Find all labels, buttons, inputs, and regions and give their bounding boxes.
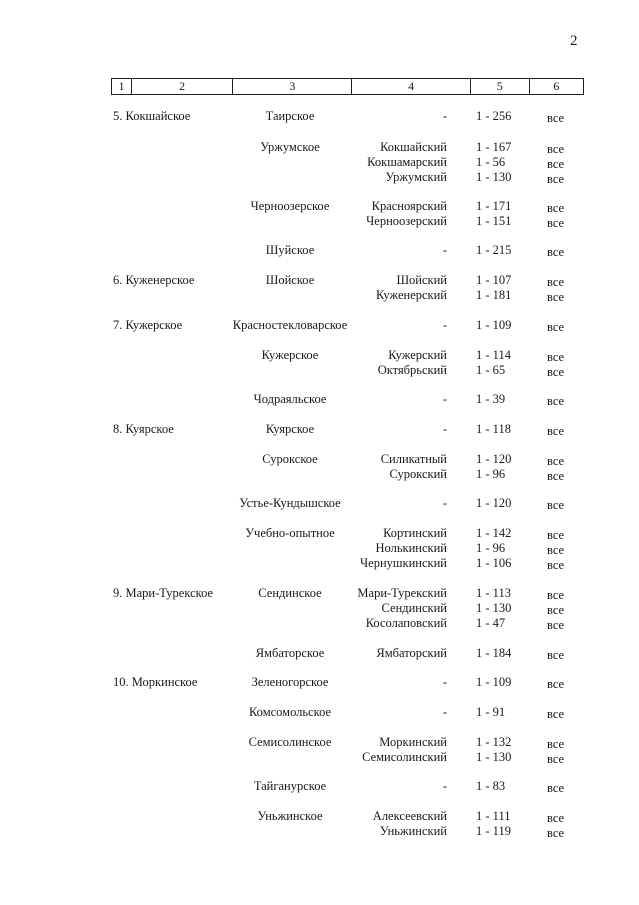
house-range: 1 - 91 <box>476 705 506 719</box>
settlement-name: Сендинское <box>258 586 322 600</box>
district-name: 7. Кужерское <box>113 318 183 332</box>
locality-name: Шойский <box>396 273 447 287</box>
house-range: 1 - 109 <box>476 318 512 332</box>
locality-name: - <box>442 705 447 719</box>
locality-name: Черноозерский <box>366 214 447 228</box>
house-range: 1 - 107 <box>476 273 512 287</box>
settlement-name: Устье-Кундышское <box>239 496 341 510</box>
house-range: 1 - 118 <box>476 422 511 436</box>
settlement-name: Уньжинское <box>257 809 323 823</box>
settlement-name: Таирское <box>265 109 315 123</box>
scope-value: все <box>547 648 565 662</box>
house-range: 1 - 167 <box>476 140 512 154</box>
locality-name: Уньжинский <box>379 824 447 838</box>
locality-name: Алексеевский <box>372 809 447 823</box>
locality-name: Ямбаторский <box>376 646 447 660</box>
settlement-name: Комсомольское <box>248 705 332 719</box>
house-range: 1 - 151 <box>476 214 512 228</box>
settlement-name: Сурокское <box>262 452 318 466</box>
house-range: 1 - 119 <box>476 824 511 838</box>
settlement-name: Шойское <box>265 273 315 287</box>
house-range: 1 - 215 <box>476 243 512 257</box>
house-range: 1 - 106 <box>476 556 512 570</box>
header-col-5: 5 <box>470 79 529 95</box>
locality-name: Кортинский <box>383 526 447 540</box>
scope-value: все <box>547 618 565 632</box>
locality-name: - <box>442 779 447 793</box>
house-range: 1 - 65 <box>476 363 506 377</box>
header-col-3: 3 <box>233 79 352 95</box>
scope-value: все <box>547 157 565 171</box>
scope-value: все <box>547 498 565 512</box>
scope-value: все <box>547 603 565 617</box>
scope-value: все <box>547 201 565 215</box>
page-number: 2 <box>570 33 578 49</box>
district-name: 8. Куярское <box>113 422 174 436</box>
scope-value: все <box>547 558 565 572</box>
header-col-2: 2 <box>132 79 233 95</box>
locality-name: Нолькинский <box>375 541 447 555</box>
house-range: 1 - 111 <box>476 809 511 823</box>
locality-name: Уржумский <box>385 170 447 184</box>
locality-name: - <box>442 675 447 689</box>
locality-name: Чернушкинский <box>360 556 447 570</box>
settlement-name: Красностекловарское <box>232 318 348 332</box>
scope-value: все <box>547 394 565 408</box>
locality-name: Кокшамарский <box>367 155 447 169</box>
house-range: 1 - 132 <box>476 735 512 749</box>
scope-value: все <box>547 365 565 379</box>
settlement-name: Тайганурское <box>253 779 327 793</box>
settlement-name: Ямбаторское <box>255 646 325 660</box>
scope-value: все <box>547 216 565 230</box>
house-range: 1 - 47 <box>476 616 506 630</box>
scope-value: все <box>547 811 565 825</box>
house-range: 1 - 171 <box>476 199 512 213</box>
scope-value: все <box>547 275 565 289</box>
locality-name: Косолаповский <box>365 616 447 630</box>
locality-name: - <box>442 422 447 436</box>
scope-value: все <box>547 826 565 840</box>
scope-value: все <box>547 588 565 602</box>
locality-name: - <box>442 109 447 123</box>
scope-value: все <box>547 752 565 766</box>
house-range: 1 - 39 <box>476 392 506 406</box>
locality-name: Сендинский <box>381 601 447 615</box>
header-col-1: 1 <box>112 79 132 95</box>
scope-value: все <box>547 737 565 751</box>
scope-value: все <box>547 454 565 468</box>
scope-value: все <box>547 677 565 691</box>
house-range: 1 - 96 <box>476 467 506 481</box>
house-range: 1 - 130 <box>476 170 512 184</box>
locality-name: Силикатный <box>380 452 447 466</box>
settlement-name: Зеленогорское <box>251 675 329 689</box>
locality-name: - <box>442 318 447 332</box>
scope-value: все <box>547 781 565 795</box>
locality-name: - <box>442 243 447 257</box>
settlement-name: Шуйское <box>265 243 315 257</box>
house-range: 1 - 96 <box>476 541 506 555</box>
house-range: 1 - 114 <box>476 348 511 362</box>
scope-value: все <box>547 350 565 364</box>
scope-value: все <box>547 528 565 542</box>
settlement-name: Чодраяльское <box>253 392 327 406</box>
locality-name: Октябрьский <box>377 363 447 377</box>
settlement-name: Черноозерское <box>250 199 330 213</box>
scope-value: все <box>547 245 565 259</box>
locality-name: Кужерский <box>388 348 447 362</box>
scope-value: все <box>547 290 565 304</box>
header-col-6: 6 <box>529 79 583 95</box>
scope-value: все <box>547 172 565 186</box>
house-range: 1 - 109 <box>476 675 512 689</box>
house-range: 1 - 256 <box>476 109 512 123</box>
locality-name: Мари-Турекский <box>357 586 447 600</box>
locality-name: Сурокский <box>389 467 447 481</box>
house-range: 1 - 130 <box>476 601 512 615</box>
house-range: 1 - 83 <box>476 779 506 793</box>
scope-value: все <box>547 469 565 483</box>
district-name: 10. Моркинское <box>113 675 198 689</box>
locality-name: Семисолинский <box>362 750 447 764</box>
house-range: 1 - 181 <box>476 288 512 302</box>
house-range: 1 - 142 <box>476 526 512 540</box>
scope-value: все <box>547 543 565 557</box>
locality-name: Куженерский <box>376 288 447 302</box>
house-range: 1 - 56 <box>476 155 506 169</box>
settlement-name: Куярское <box>265 422 315 436</box>
house-range: 1 - 113 <box>476 586 511 600</box>
district-name: 5. Кокшайское <box>113 109 191 123</box>
scope-value: все <box>547 424 565 438</box>
settlement-name: Уржумское <box>260 140 320 154</box>
settlement-name: Кужерское <box>261 348 319 362</box>
locality-name: - <box>442 392 447 406</box>
settlement-name: Семисолинское <box>248 735 332 749</box>
header-col-4: 4 <box>352 79 470 95</box>
locality-name: - <box>442 496 447 510</box>
house-range: 1 - 120 <box>476 496 512 510</box>
locality-name: Кокшайский <box>380 140 447 154</box>
house-range: 1 - 130 <box>476 750 512 764</box>
locality-name: Красноярский <box>371 199 447 213</box>
scope-value: все <box>547 320 565 334</box>
scope-value: все <box>547 142 565 156</box>
district-name: 6. Куженерское <box>113 273 195 287</box>
house-range: 1 - 120 <box>476 452 512 466</box>
scope-value: все <box>547 707 565 721</box>
settlement-name: Учебно-опытное <box>245 526 335 540</box>
locality-name: Моркинский <box>379 735 447 749</box>
scope-value: все <box>547 111 565 125</box>
house-range: 1 - 184 <box>476 646 512 660</box>
district-name: 9. Мари-Турекское <box>113 586 214 600</box>
